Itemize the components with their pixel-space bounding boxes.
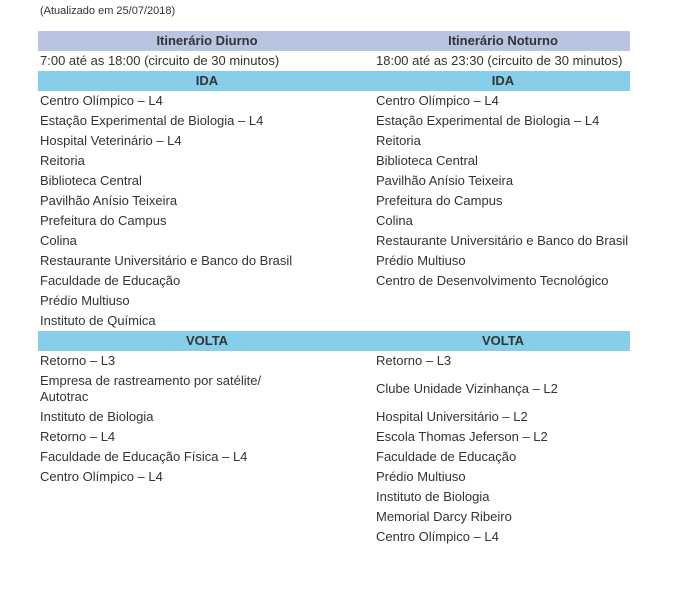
stop-cell: Empresa de rastreamento por satélite/ Autotrac xyxy=(40,373,262,404)
ida-label-day: IDA xyxy=(38,71,374,91)
stop-cell: Colina xyxy=(40,233,77,248)
volta-row xyxy=(38,527,630,547)
volta-row xyxy=(38,507,630,527)
ida-row xyxy=(38,151,630,171)
ida-row xyxy=(38,171,630,191)
stop-cell: Escola Thomas Jeferson – L2 xyxy=(376,429,548,444)
stop-cell xyxy=(374,291,630,311)
stop-cell: Faculdade de Educação xyxy=(40,273,181,288)
volta-row xyxy=(38,351,630,371)
ida-row xyxy=(38,251,630,271)
itinerary-table xyxy=(38,31,630,547)
volta-row xyxy=(38,447,630,467)
stop-cell xyxy=(374,311,630,331)
header-row xyxy=(38,31,630,51)
stop-cell: Pavilhão Anísio Teixeira xyxy=(376,173,514,188)
stop-cell: Restaurante Universitário e Banco do Brasil xyxy=(40,253,293,268)
stop-cell: Centro Olímpico – L4 xyxy=(40,469,163,484)
stop-cell: Instituto de Biologia xyxy=(40,409,154,424)
stop-cell: Hospital Veterinário – L4 xyxy=(40,133,182,148)
ida-section-row xyxy=(38,71,630,91)
stop-cell: Centro Olímpico – L4 xyxy=(40,93,163,108)
stop-cell: Prefeitura do Campus xyxy=(376,193,503,208)
stop-cell: Faculdade de Educação Física – L4 xyxy=(40,449,248,464)
stop-cell: Centro Olímpico – L4 xyxy=(376,529,499,544)
schedule-night: 18:00 até as 23:30 (circuito de 30 minutos) xyxy=(376,53,623,68)
header-day: Itinerário Diurno xyxy=(38,31,374,51)
ida-row xyxy=(38,211,630,231)
stop-cell: Biblioteca Central xyxy=(376,153,478,168)
stop-cell: Instituto de Biologia xyxy=(376,489,490,504)
volta-row xyxy=(38,427,630,447)
volta-section-row xyxy=(38,331,630,351)
stop-cell: Instituto de Química xyxy=(40,313,156,328)
stop-cell: Memorial Darcy Ribeiro xyxy=(376,509,512,524)
stop-cell: Retorno – L3 xyxy=(376,353,452,368)
header-night: Itinerário Noturno xyxy=(374,31,630,51)
stop-cell: Clube Unidade Vizinhança – L2 xyxy=(376,381,558,396)
ida-row xyxy=(38,231,630,251)
stop-cell: Reitoria xyxy=(376,133,421,148)
stop-cell: Prédio Multiuso xyxy=(376,253,466,268)
ida-row xyxy=(38,271,630,291)
volta-row xyxy=(38,467,630,487)
ida-row xyxy=(38,291,630,311)
stop-cell: Colina xyxy=(376,213,413,228)
updated-date: (Atualizado em 25/07/2018) xyxy=(40,5,176,17)
volta-row xyxy=(38,371,630,407)
ida-row xyxy=(38,91,630,111)
stop-cell: Estação Experimental de Biologia – L4 xyxy=(376,113,600,128)
stop-cell: Prédio Multiuso xyxy=(40,293,130,308)
stop-cell: Hospital Universitário – L2 xyxy=(376,409,528,424)
volta-label-night: VOLTA xyxy=(374,331,630,351)
ida-row xyxy=(38,111,630,131)
ida-row xyxy=(38,131,630,151)
stop-cell: Estação Experimental de Biologia – L4 xyxy=(40,113,264,128)
stop-cell xyxy=(38,527,374,547)
ida-row xyxy=(38,311,630,331)
ida-label-night: IDA xyxy=(374,71,630,91)
volta-row xyxy=(38,487,630,507)
volta-label-day: VOLTA xyxy=(38,331,374,351)
stop-cell: Retorno – L4 xyxy=(40,429,116,444)
stop-cell: Reitoria xyxy=(40,153,85,168)
stop-cell: Restaurante Universitário e Banco do Brasil xyxy=(376,233,629,248)
stop-cell: Prédio Multiuso xyxy=(376,469,466,484)
volta-row xyxy=(38,407,630,427)
schedule-row xyxy=(38,51,630,71)
stop-cell xyxy=(38,507,374,527)
stop-cell: Retorno – L3 xyxy=(40,353,116,368)
stop-cell: Faculdade de Educação xyxy=(376,449,517,464)
stop-cell: Centro Olímpico – L4 xyxy=(376,93,499,108)
schedule-day: 7:00 até as 18:00 (circuito de 30 minutos) xyxy=(40,53,280,68)
stop-cell: Pavilhão Anísio Teixeira xyxy=(40,193,178,208)
stop-cell: Prefeitura do Campus xyxy=(40,213,167,228)
stop-cell: Centro de Desenvolvimento Tecnológico xyxy=(376,273,609,288)
stop-cell: Biblioteca Central xyxy=(40,173,142,188)
stop-cell xyxy=(38,487,374,507)
ida-row xyxy=(38,191,630,211)
